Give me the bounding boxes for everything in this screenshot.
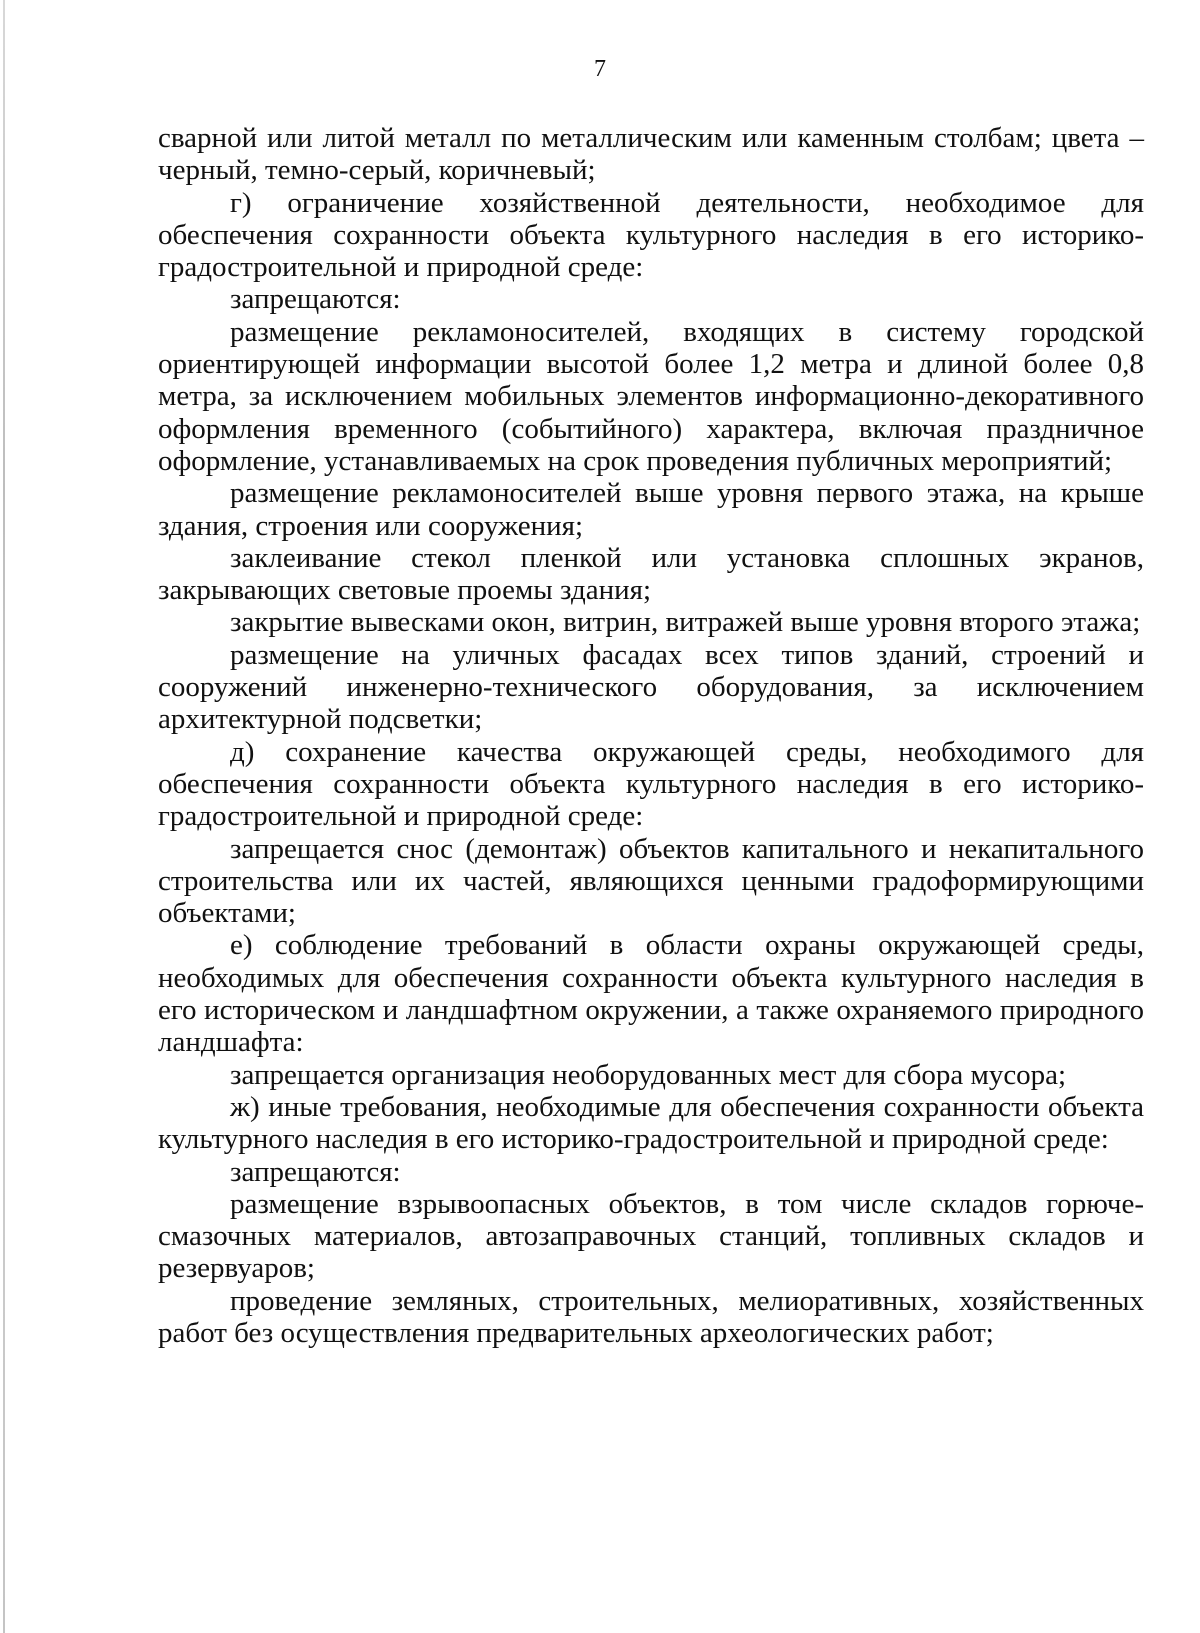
paragraph-10: запрещается снос (демонтаж) объектов капитального и некапитального строительства или их частей, являющихся ценными градоформирующими объектами; [158, 832, 1144, 930]
paragraph-11: е) соблюдение требований в области охраны окружающей среды, необходимых для обеспечения сохранности объекта культурного наследия в его историческом и ландшафтном окружении, а также охраняемого природного ландшафта: [158, 929, 1144, 1059]
paragraph-15: размещение взрывоопасных объектов, в том числе складов горюче-смазочных материалов, автозаправочных станций, топливных складов и резервуаров; [158, 1187, 1144, 1285]
paragraph-12: запрещается организация необорудованных мест для сбора мусора; [230, 1058, 1067, 1091]
paragraph-16: проведение земляных, строительных, мелиоративных, хозяйственных работ без осуществления предварительных археологических работ; [158, 1284, 1144, 1349]
paragraph-6: заклеивание стекол пленкой или установка сплошных экранов, закрывающих световые проемы здания; [158, 541, 1144, 607]
paragraph-3: запрещаются: [230, 283, 401, 316]
paragraph-13: ж) иные требования, необходимые для обеспечения сохранности объекта культурного наследия в его историко-градостроительной и природной среде: [158, 1090, 1144, 1156]
scan-edge-shadow [3, 0, 5, 1633]
paragraph-5: размещение рекламоносителей выше уровня первого этажа, на крыше здания, строения или сооружения; [158, 477, 1144, 542]
paragraph-8: размещение на уличных фасадах всех типов зданий, строений и сооружений инженерно-технического оборудования, за исключением архитектурной подсветки; [158, 638, 1144, 736]
paragraph-14: запрещаются: [230, 1155, 401, 1188]
paragraph-7: закрытие вывесками окон, витрин, витражей выше уровня второго этажа; [230, 606, 1141, 639]
paragraph-9: д) сохранение качества окружающей среды, необходимого для обеспечения сохранности объекта культурного наследия в его историко-градостроительной и природной среде: [158, 735, 1144, 833]
document-body [158, 122, 1144, 1349]
paragraph-2: г) ограничение хозяйственной деятельности, необходимое для обеспечения сохранности объекта культурного наследия в его историко-градостроительной и природной среде: [158, 186, 1144, 284]
page-number: 7 [594, 56, 606, 82]
paragraph-4: размещение рекламоносителей, входящих в систему городской ориентирующей информации высотой более 1,2 метра и длиной более 0,8 метра, за исключением мобильных элементов информационно-декоративного оформления временного (событийного) характера, включая праздничное оформление, устанавливаемых на срок проведения публичных мероприятий; [158, 315, 1144, 477]
paragraph-1: сварной или литой металл по металлическим или каменным столбам; цвета – черный, темно-серый, коричневый; [158, 122, 1144, 187]
